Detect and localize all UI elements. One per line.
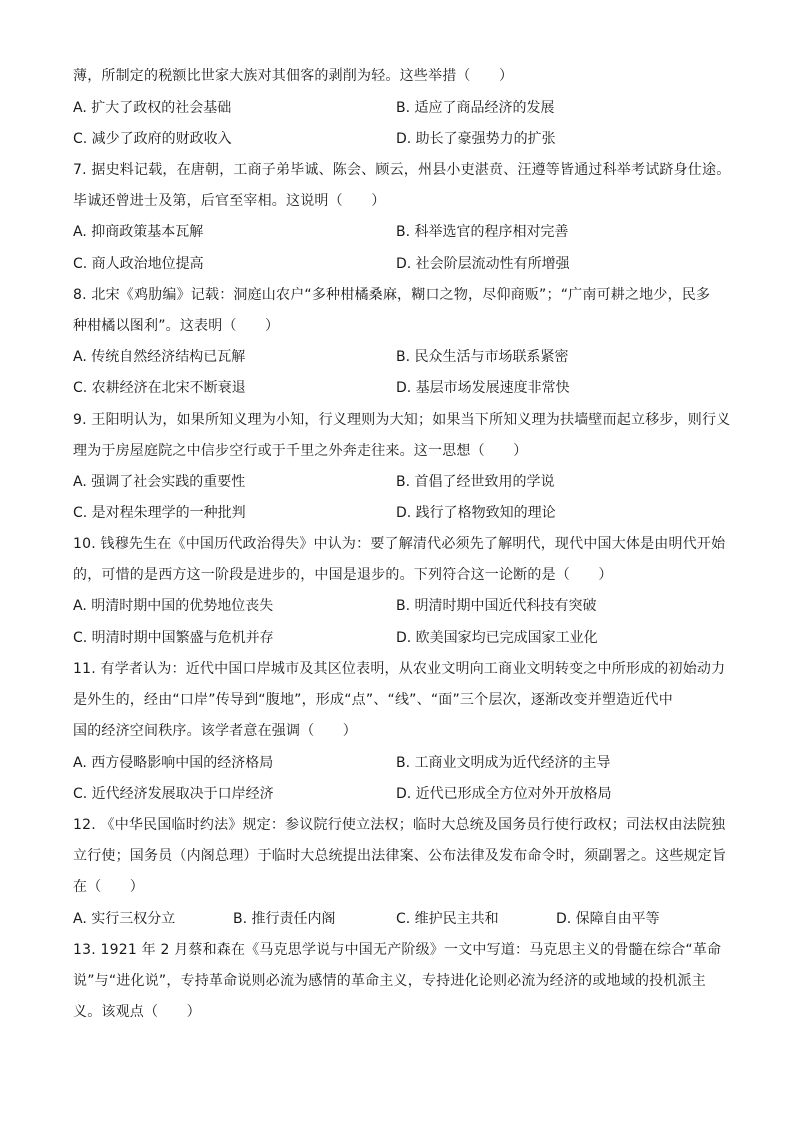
q10-option-a: A. 明清时期中国的优势地位丧失 <box>73 598 274 614</box>
q7-option-c: C. 商人政治地位提高 <box>73 256 204 272</box>
q11-option-c: C. 近代经济发展取决于口岸经济 <box>73 786 274 802</box>
q12-option-c: C. 维护民主共和 <box>396 911 499 927</box>
q9-option-d: D. 践行了格物致知的理论 <box>396 505 556 521</box>
q9-option-a: A. 强调了社会实践的重要性 <box>73 474 246 490</box>
q10-stem-line: 的，可惜的是西方这一阶段是进步的，中国是退步的。下列符合这一论断的是（ ） <box>73 567 613 583</box>
q7-option-d: D. 社会阶层流动性有所增强 <box>396 256 570 272</box>
q12-option-d: D. 保障自由平等 <box>556 911 660 927</box>
q12-stem-line: 12. 《中华民国临时约法》规定：参议院行使立法权；临时大总统及国务员行使行政权；司法权由法院独 <box>73 817 726 833</box>
q9-stem-line: 9. 王阳明认为，如果所知义理为小知，行义理则为大知；如果当下所知义理为扶墙壁而起立移步，则行义 <box>73 412 731 428</box>
q11-option-d: D. 近代已形成全方位对外开放格局 <box>396 786 612 802</box>
q9-option-b: B. 首倡了经世致用的学说 <box>396 474 555 490</box>
q9-stem-line: 理为于房屋庭院之中信步空行或于千里之外奔走往来。这一思想（ ） <box>73 443 528 459</box>
q7-stem-line: 7. 据史料记载，在唐朝，工商子弟毕诚、陈会、顾云，州县小吏湛贲、汪遵等皆通过科举考试跻身仕途。 <box>73 162 731 178</box>
q10-option-c: C. 明清时期中国繁盛与危机并存 <box>73 630 274 646</box>
q10-stem-line: 10. 钱穆先生在《中国历代政治得失》中认为：要了解清代必须先了解明代，现代中国大体是由明代开始 <box>73 536 726 552</box>
q12-option-a: A. 实行三权分立 <box>73 911 176 927</box>
q7-option-b: B. 科举选官的程序相对完善 <box>396 224 569 240</box>
q13-stem-line: 13. 1921 年 2 月蔡和森在《马克思学说与中国无产阶级》一文中写道：马克思主义的骨髓在综合“革命 <box>73 942 722 958</box>
q7-option-a: A. 抑商政策基本瓦解 <box>73 224 204 240</box>
q11-stem-line: 11. 有学者认为：近代中国口岸城市及其区位表明，从农业文明向工商业文明转变之中所形成的初始动力 <box>73 661 726 677</box>
q13-stem-line: 义。该观点（ ） <box>73 1004 201 1020</box>
q8-stem-line: 种柑橘以图利”。这表明（ ） <box>73 318 280 334</box>
q11-stem-line: 国的经济空间秩序。该学者意在强调（ ） <box>73 723 357 739</box>
q6-option-a: A. 扩大了政权的社会基础 <box>73 100 232 116</box>
q8-option-b: B. 民众生活与市场联系紧密 <box>396 349 569 365</box>
q12-option-b: B. 推行责任内阁 <box>233 911 336 927</box>
q11-option-b: B. 工商业文明成为近代经济的主导 <box>396 755 611 771</box>
q8-option-d: D. 基层市场发展速度非常快 <box>396 380 570 396</box>
q11-option-a: A. 西方侵略影响中国的经济格局 <box>73 755 274 771</box>
q6-option-c: C. 减少了政府的财政收入 <box>73 131 232 147</box>
q9-option-c: C. 是对程朱理学的一种批判 <box>73 505 246 521</box>
q8-option-c: C. 农耕经济在北宋不断衰退 <box>73 380 246 396</box>
q13-stem-line: 说”与“进化说”，专持革命说则必流为感情的革命主义，专持进化论则必流为经济的或地域的投机派主 <box>73 973 706 989</box>
q6-option-d: D. 助长了豪强势力的扩张 <box>396 131 556 147</box>
q8-option-a: A. 传统自然经济结构已瓦解 <box>73 349 246 365</box>
q10-option-b: B. 明清时期中国近代科技有突破 <box>396 598 597 614</box>
q12-stem-line: 立行使；国务员（内阁总理）于临时大总统提出法律案、公布法律及发布命令时，须副署之。这些规定旨 <box>73 848 727 864</box>
q6-option-b: B. 适应了商品经济的发展 <box>396 100 555 116</box>
q11-stem-line: 是外生的，经由“口岸”传导到“腹地”，形成“点”、“线”、“面”三个层次，逐渐改变并塑造近代中 <box>73 692 673 708</box>
q6-stem-line: 薄，所制定的税额比世家大族对其佃客的剥削为轻。这些举措（ ） <box>73 68 514 84</box>
q12-stem-line: 在（ ） <box>73 879 144 895</box>
q10-option-d: D. 欧美国家均已完成国家工业化 <box>396 630 598 646</box>
q8-stem-line: 8. 北宋《鸡肋编》记载：洞庭山农户“多种柑橘桑麻，糊口之物，尽仰商贩”；“广南可耕之地少，民多 <box>73 287 711 303</box>
q7-stem-line: 毕诚还曾进士及第，后官至宰相。这说明（ ） <box>73 193 386 209</box>
